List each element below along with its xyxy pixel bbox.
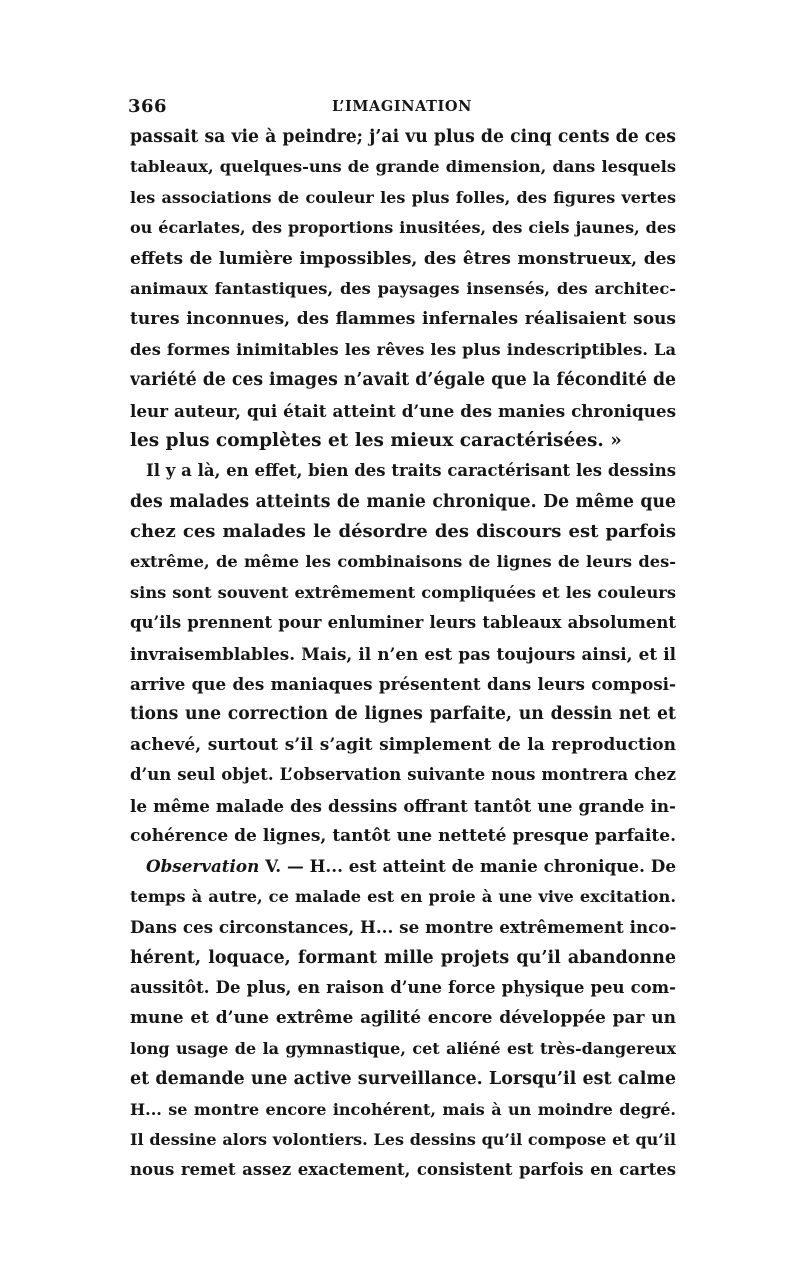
observation-heading-line bbox=[130, 851, 676, 881]
text-line: qu’ils prennent pour enluminer leurs tableaux absolument bbox=[130, 613, 676, 633]
text-line: effets de lumière impossibles, des êtres monstrueux, des bbox=[130, 248, 676, 269]
text-line: variété de ces images n’avait d’égale que la fécondité de bbox=[130, 370, 676, 391]
text-line: et demande une active surveillance. Lorsqu’il est calme bbox=[130, 1069, 676, 1090]
text-line: animaux fantastiques, des paysages insensés, des architec- bbox=[130, 278, 676, 298]
text-line: des formes inimitables les rêves les plus indescriptibles. La bbox=[130, 339, 676, 359]
text-line: Il y a là, en effet, bien des traits caractérisant les dessins bbox=[146, 461, 676, 481]
text-line: long usage de la gymnastique, cet aliéné est très-dangereux bbox=[130, 1038, 676, 1058]
running-title: L’IMAGINATION bbox=[332, 98, 472, 115]
text-line: cohérence de lignes, tantôt une netteté presque parfaite. bbox=[130, 825, 676, 846]
text-line: temps à autre, ce malade est en proie à une vive excitation. bbox=[130, 886, 676, 906]
text-line: mune et d’une extrême agilité encore développée par un bbox=[130, 1008, 676, 1029]
text-line: nous remet assez exactement, consistent parfois en cartes bbox=[130, 1160, 676, 1180]
text-line: chez ces malades le désordre des discours est parfois bbox=[130, 521, 676, 543]
page-number: 366 bbox=[128, 96, 168, 117]
text-line: tions une correction de lignes parfaite, un dessin net et bbox=[130, 704, 676, 725]
text-line: H... se montre encore incohérent, mais à un moindre degré. bbox=[130, 1099, 676, 1119]
text-line: Il dessine alors volontiers. Les dessins qu’il compose et qu’il bbox=[130, 1129, 676, 1149]
text-line: hérent, loquace, formant mille projets qu’il abandonne bbox=[130, 947, 676, 968]
text-line: tures inconnues, des flammes infernales réalisaient sous bbox=[130, 309, 676, 330]
observation-title: Observation bbox=[146, 856, 260, 877]
text-line: ou écarlates, des proportions inusitées, des ciels jaunes, des bbox=[130, 218, 676, 238]
text-line: d’un seul objet. L’observation suivante nous montrera chez bbox=[130, 765, 676, 785]
text-line: extrême, de même les combinaisons de lignes de leurs des- bbox=[130, 552, 676, 572]
page-header bbox=[128, 96, 676, 118]
text-line: le même malade des dessins offrant tantôt une grande in- bbox=[130, 795, 676, 816]
text-line: les associations de couleur les plus folles, des figures vertes bbox=[130, 187, 676, 207]
text-line: aussitôt. De plus, en raison d’une force physique peu com- bbox=[130, 977, 676, 997]
text-line: leur auteur, qui était atteint d’une des manies chroniques bbox=[130, 400, 676, 421]
text-line: tableaux, quelques-uns de grande dimension, dans lesquels bbox=[130, 157, 676, 177]
text-line: des malades atteints de manie chronique. De même que bbox=[130, 491, 676, 512]
observation-text: V. — H... est atteint de manie chronique. De bbox=[259, 856, 676, 877]
text-line: invraisemblables. Mais, il n’en est pas toujours ainsi, et il bbox=[130, 643, 676, 664]
text-line: arrive que des maniaques présentent dans leurs composi- bbox=[130, 674, 676, 695]
text-line: passait sa vie à peindre; j’ai vu plus de cinq cents de ces bbox=[130, 127, 676, 147]
text-line: achevé, surtout s’il s’agit simplement de la reproduction bbox=[130, 734, 676, 755]
text-line: Dans ces circonstances, H... se montre extrêmement inco- bbox=[130, 917, 676, 938]
body-text bbox=[130, 122, 676, 1186]
text-line: les plus complètes et les mieux caractérisées. » bbox=[130, 429, 622, 451]
text-line: sins sont souvent extrêmement compliquées et les couleurs bbox=[130, 582, 676, 602]
